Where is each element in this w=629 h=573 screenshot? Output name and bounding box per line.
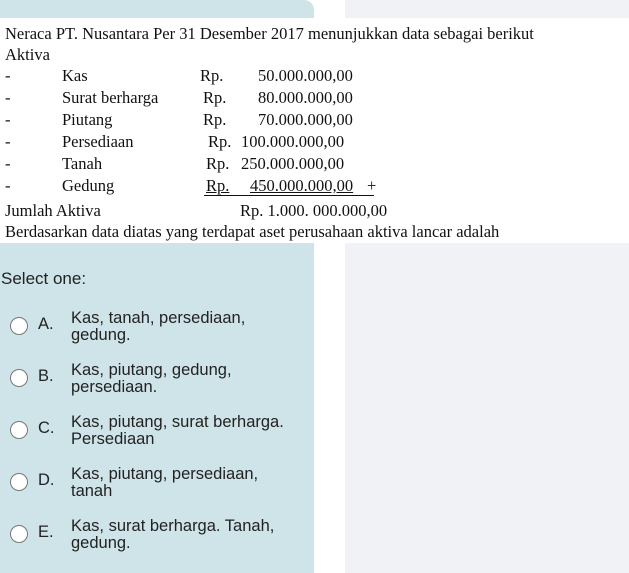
question-intro: Neraca PT. Nusantara Per 31 Desember 2017 menunjukkan data sebagai berikut	[5, 24, 534, 43]
sum-underline	[204, 195, 374, 196]
option-letter: B.	[38, 367, 54, 385]
question-prompt: Berdasarkan data diatas yang terdapat aset perusahaan aktiva lancar adalah	[5, 222, 500, 241]
option-text[interactable]: Kas, piutang, surat berharga. Persediaan	[71, 413, 284, 448]
row-amount: 70.000.000,00	[258, 110, 353, 129]
side-panel	[345, 243, 629, 573]
row-dash: -	[5, 66, 11, 85]
row-amount: 50.000.000,00	[258, 66, 353, 85]
row-rp: Rp.	[203, 88, 227, 107]
option-text[interactable]: Kas, tanah, persediaan, gedung.	[71, 309, 246, 344]
row-amount: 450.000.000,00	[250, 176, 354, 195]
option-letter: E.	[38, 523, 54, 541]
row-name: Persediaan	[62, 132, 134, 151]
select-one-label: Select one:	[1, 269, 87, 288]
question-header-strip	[0, 0, 314, 18]
row-dash: -	[5, 110, 11, 129]
row-dash: -	[5, 88, 11, 107]
row-amount: 80.000.000,00	[258, 88, 353, 107]
aktiva-heading: Aktiva	[5, 45, 50, 64]
option-letter: C.	[38, 419, 55, 437]
answer-option[interactable]	[10, 413, 310, 462]
row-name: Tanah	[62, 154, 103, 173]
row-dash: -	[5, 176, 11, 195]
option-letter: A.	[38, 315, 54, 333]
row-rp: Rp.	[206, 154, 230, 173]
radio-button[interactable]	[10, 473, 28, 491]
side-panel-strip	[345, 0, 629, 18]
answer-option[interactable]	[10, 517, 310, 566]
row-rp: Rp.	[203, 110, 227, 129]
row-rp: Rp.	[206, 176, 230, 195]
question-image	[0, 18, 629, 243]
row-dash: -	[5, 132, 11, 151]
row-amount: 250.000.000,00	[241, 154, 345, 173]
option-text[interactable]: Kas, surat berharga. Tanah, gedung.	[71, 517, 275, 552]
row-dash: -	[5, 154, 11, 173]
answer-option[interactable]	[10, 361, 310, 410]
plus-sign: +	[367, 176, 377, 195]
option-text[interactable]: Kas, piutang, gedung, persediaan.	[71, 361, 232, 396]
answer-panel	[0, 243, 314, 573]
radio-button[interactable]	[10, 421, 28, 439]
answer-option[interactable]	[10, 309, 310, 358]
row-name: Kas	[62, 66, 88, 85]
answer-option[interactable]	[10, 465, 310, 514]
radio-button[interactable]	[10, 525, 28, 543]
row-amount: 100.000.000,00	[241, 132, 345, 151]
radio-button[interactable]	[10, 317, 28, 335]
row-name: Gedung	[62, 176, 115, 195]
row-rp: Rp.	[208, 132, 232, 151]
total-label: Jumlah Aktiva	[5, 201, 101, 220]
total-value: Rp. 1.000. 000.000,00	[240, 201, 388, 220]
radio-button[interactable]	[10, 369, 28, 387]
row-rp: Rp.	[200, 66, 224, 85]
row-name: Piutang	[62, 110, 113, 129]
option-text[interactable]: Kas, piutang, persediaan, tanah	[71, 465, 259, 500]
row-name: Surat berharga	[62, 88, 159, 107]
option-letter: D.	[38, 471, 55, 489]
